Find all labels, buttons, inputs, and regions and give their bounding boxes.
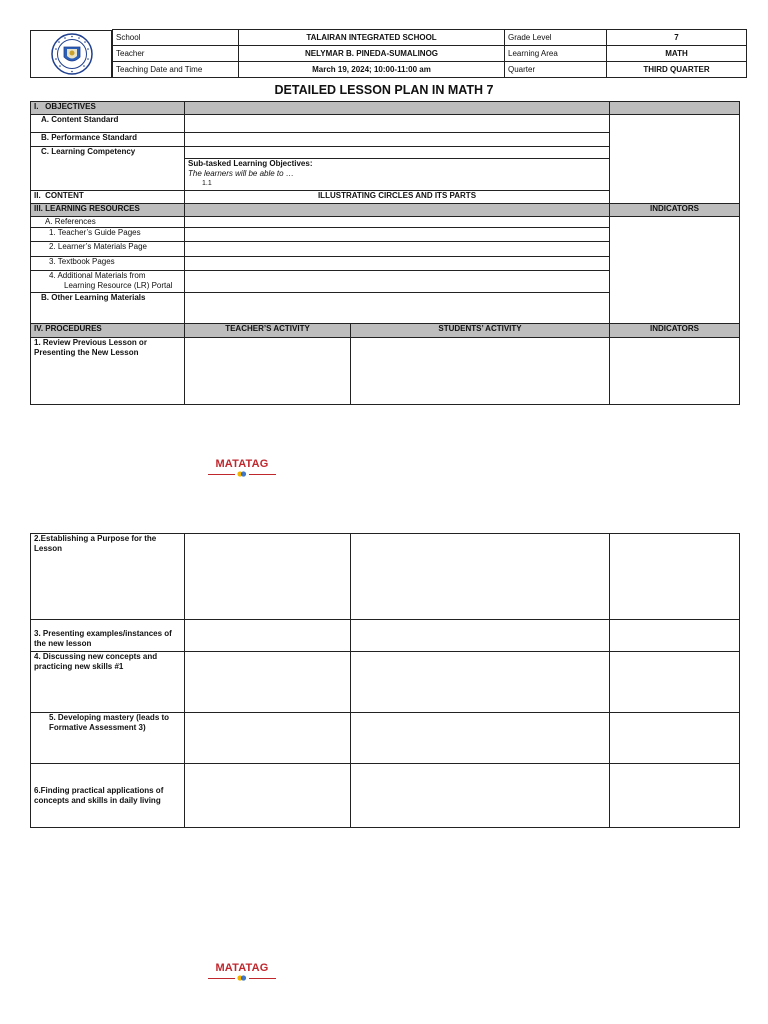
grade-level-label: Grade Level	[505, 30, 607, 46]
step-2-student-cell	[351, 534, 610, 620]
quarter-value: THIRD QUARTER	[607, 62, 747, 78]
teacher-label: Teacher	[113, 46, 239, 62]
teachers-guide-value	[185, 228, 610, 242]
additional-materials-value	[185, 271, 610, 293]
students-activity-heading: STUDENTS’ ACTIVITY	[351, 324, 610, 338]
teachers-guide-label: 1. Teacher’s Guide Pages	[31, 228, 185, 242]
step-6-indicator-cell	[610, 764, 740, 828]
procedures-continued-table	[30, 533, 740, 828]
subtasked-intro: The learners will be able to …	[188, 169, 294, 178]
step-2-teacher-cell	[185, 534, 351, 620]
step-3-indicator-cell	[610, 620, 740, 652]
matatag-wordmark: MATATAG	[215, 962, 269, 974]
learning-competency-value	[185, 147, 610, 159]
matatag-emblem-icon	[237, 975, 247, 981]
deped-seal-icon	[51, 33, 93, 75]
teacher-value: NELYMAR B. PINEDA-SUMALINOG	[239, 46, 505, 62]
matatag-logo-footer	[208, 962, 276, 981]
procedure-step-5: 5. Developing mastery (leads to Formative Assessment 3)	[31, 713, 185, 764]
step-4-student-cell	[351, 652, 610, 713]
matatag-emblem-icon	[237, 471, 247, 477]
step-1-teacher-cell	[185, 338, 351, 405]
learning-area-value: MATH	[607, 46, 747, 62]
textbook-pages-label: 3. Textbook Pages	[31, 257, 185, 271]
procedure-step-4: 4. Discussing new concepts and practicing new skills #1	[31, 652, 185, 713]
references-label: A. References	[31, 217, 185, 228]
step-1-indicator-cell	[610, 338, 740, 405]
procedures-indicators-heading: INDICATORS	[610, 324, 740, 338]
school-label: School	[113, 30, 239, 46]
step-3-teacher-cell	[185, 620, 351, 652]
procedure-step-1: 1. Review Previous Lesson or Presenting the New Lesson	[31, 338, 185, 405]
learning-resources-heading-fill	[185, 204, 610, 217]
matatag-logo	[208, 458, 276, 477]
subtasked-objectives-cell	[185, 159, 610, 191]
matatag-wordmark: MATATAG	[215, 458, 269, 470]
step-3-student-cell	[351, 620, 610, 652]
deped-seal-cell	[30, 30, 112, 78]
objectives-indicators-cell	[610, 115, 740, 204]
resources-indicators-cell	[610, 217, 740, 324]
other-materials-value	[185, 293, 610, 324]
step-2-indicator-cell	[610, 534, 740, 620]
performance-standard-value	[185, 133, 610, 147]
learning-resources-heading: III. LEARNING RESOURCES	[31, 204, 185, 217]
lesson-plan-table	[30, 101, 740, 405]
content-heading: II. CONTENT	[31, 191, 185, 204]
objectives-heading-fill	[185, 102, 610, 115]
content-standard-label: A. Content Standard	[31, 115, 185, 133]
additional-materials-label: 4. Additional Materials from Learning Resource (LR) Portal	[31, 271, 185, 293]
step-1-student-cell	[351, 338, 610, 405]
other-materials-label: B. Other Learning Materials	[31, 293, 185, 324]
teaching-date-label: Teaching Date and Time	[113, 62, 239, 78]
quarter-label: Quarter	[505, 62, 607, 78]
learning-area-label: Learning Area	[505, 46, 607, 62]
content-value: ILLUSTRATING CIRCLES AND ITS PARTS	[185, 191, 610, 204]
content-standard-value	[185, 115, 610, 133]
performance-standard-label: B. Performance Standard	[31, 133, 185, 147]
school-value: TALAIRAN INTEGRATED SCHOOL	[239, 30, 505, 46]
subtasked-heading: Sub-tasked Learning Objectives:	[188, 159, 313, 168]
teachers-activity-heading: TEACHER’S ACTIVITY	[185, 324, 351, 338]
subtasked-item: 1.1	[202, 180, 212, 187]
procedure-step-3: 3. Presenting examples/instances of the new lesson	[31, 620, 185, 652]
objectives-indicator-heading	[610, 102, 740, 115]
step-6-teacher-cell	[185, 764, 351, 828]
objectives-heading: I. OBJECTIVES	[31, 102, 185, 115]
step-5-indicator-cell	[610, 713, 740, 764]
step-5-student-cell	[351, 713, 610, 764]
grade-level-value: 7	[607, 30, 747, 46]
document-title: DETAILED LESSON PLAN IN MATH 7	[274, 83, 494, 97]
procedure-step-6: 6.Finding practical applications of concepts and skills in daily living	[31, 764, 185, 828]
step-4-teacher-cell	[185, 652, 351, 713]
step-4-indicator-cell	[610, 652, 740, 713]
procedures-heading: IV. PROCEDURES	[31, 324, 185, 338]
step-6-student-cell	[351, 764, 610, 828]
procedure-step-2: 2.Establishing a Purpose for the Lesson	[31, 534, 185, 620]
learners-materials-label: 2. Learner’s Materials Page	[31, 242, 185, 257]
teaching-date-value: March 19, 2024; 10:00-11:00 am	[239, 62, 505, 78]
resources-indicators-heading: INDICATORS	[610, 204, 740, 217]
header-table	[112, 29, 747, 78]
step-5-teacher-cell	[185, 713, 351, 764]
textbook-pages-value	[185, 257, 610, 271]
learning-competency-label: C. Learning Competency	[31, 147, 185, 191]
learners-materials-value	[185, 242, 610, 257]
references-value	[185, 217, 610, 228]
